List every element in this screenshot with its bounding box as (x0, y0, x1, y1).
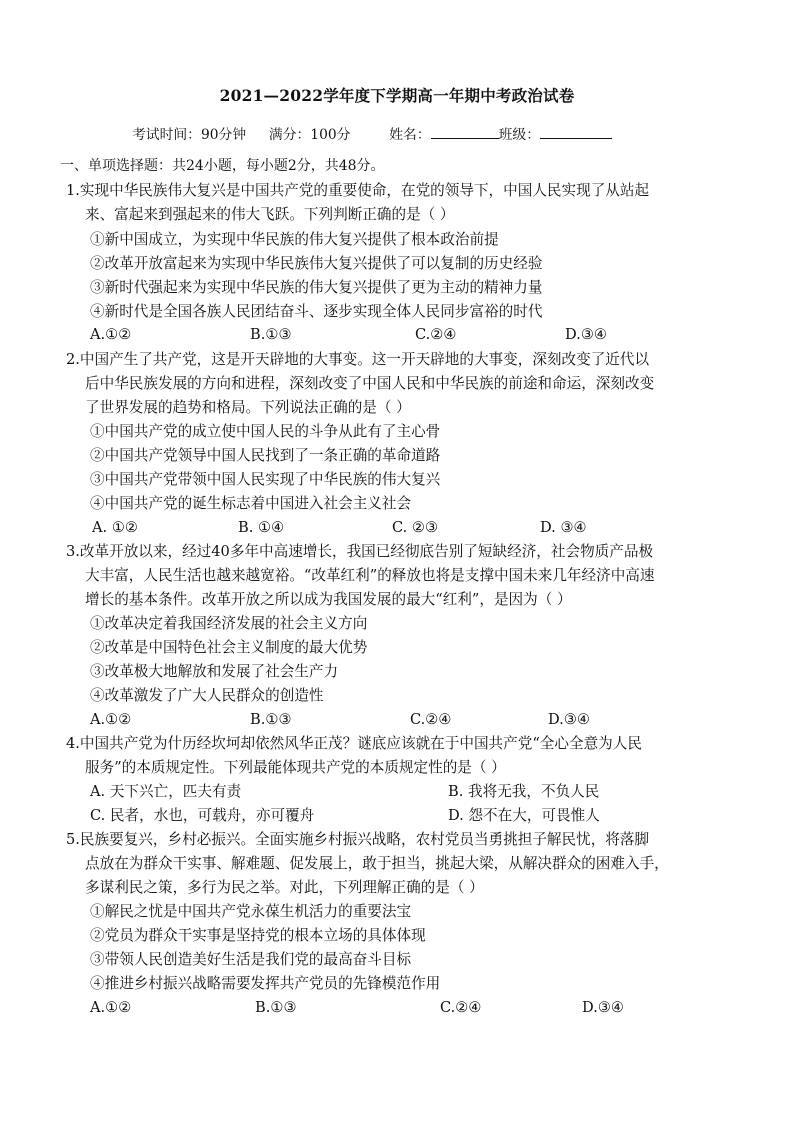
question-3-stem-line: 3.改革开放以来，经过40多年中高速增长，我国已经彻底告别了短缺经济，社会物质产品极 (66, 543, 654, 560)
question-4-answer-b[interactable]: B. 我将无我，不负人民 (448, 783, 600, 800)
question-2-answer-b[interactable]: B. ①④ (238, 519, 285, 536)
question-3-answer-c[interactable]: C.②④ (410, 711, 452, 728)
question-1-stem-line: 1.实现中华民族伟大复兴是中国共产党的重要使命，在党的领导下，中国人民实现了从站起 (66, 182, 650, 199)
question-4-stem-line: 4.中国共产党为什历经坎坷却依然风华正茂？谜底应该就在于中国共产党“全心全意为人民 (66, 735, 642, 752)
question-3-statement: ④改革激发了广大人民群众的创造性 (90, 687, 324, 704)
question-2-stem-line: 后中华民族发展的方向和进程，深刻改变了中国人民和中华民族的前途和命运，深刻改变 (85, 375, 655, 392)
question-3-stem-line: 大丰富，人民生活也越来越宽裕。“改革红利”的释放也将是支撑中国未来几年经济中高速 (85, 567, 655, 584)
question-5-answer-a[interactable]: A.①② (90, 999, 132, 1016)
class-blank[interactable] (540, 124, 612, 139)
question-3-statement: ①改革决定着我国经济发展的社会主义方向 (90, 615, 368, 632)
question-5-stem-line: 点放在为群众干实事、解难题、促发展上，敢于担当，挑起大梁，从解决群众的困难入手， (85, 855, 669, 872)
exam-info-line (132, 123, 612, 143)
question-3-answer-a[interactable]: A.①② (90, 711, 132, 728)
question-4-answer-d[interactable]: D. 怨不在大，可畏惟人 (448, 807, 600, 824)
question-2-answer-a[interactable]: A. ①② (92, 519, 138, 536)
question-5-statement: ③带领人民创造美好生活是我们党的最高奋斗目标 (90, 951, 412, 968)
section-heading: 一、单项选择题：共24小题，每小题2分，共48分。 (60, 158, 385, 174)
name-label: 姓名： (389, 127, 431, 143)
question-4-stem-line: 服务”的本质规定性。下列最能体现共产党的本质规定性的是（ ） (85, 759, 506, 776)
question-1-answer-d[interactable]: D.③④ (565, 326, 607, 343)
question-2-statement: ①中国共产党的成立使中国人民的斗争从此有了主心骨 (90, 423, 441, 440)
question-1-answer-c[interactable]: C.②④ (415, 326, 457, 343)
question-2-statement: ④中国共产党的诞生标志着中国进入社会主义社会 (90, 495, 412, 512)
name-blank[interactable] (431, 124, 499, 139)
question-1-answer-b[interactable]: B.①③ (250, 326, 292, 343)
question-2-statement: ③中国共产党带领中国人民实现了中华民族的伟大复兴 (90, 471, 441, 488)
question-1-statement: ①新中国成立，为实现中华民族的伟大复兴提供了根本政治前提 (90, 231, 499, 248)
question-5-answer-b[interactable]: B.①③ (255, 999, 297, 1016)
question-3-statement: ②改革是中国特色社会主义制度的最大优势 (90, 639, 368, 656)
question-5-statement: ②党员为群众干实事是坚持党的根本立场的具体体现 (90, 927, 426, 944)
question-2-stem-line: 了世界发展的趋势和格局。下列说法正确的是（ ） (85, 399, 411, 416)
question-5-answer-d[interactable]: D.③④ (582, 999, 624, 1016)
question-5-stem-line: 5.民族要复兴，乡村必振兴。全面实施乡村振兴战略，农村党员当勇挑担子解民忧，将落脚 (66, 831, 650, 848)
exam-time: 考试时间：90分钟 (132, 127, 247, 143)
exam-title: 2021—2022学年度下学期高一年期中考政治试卷 (219, 86, 575, 105)
question-3-answer-b[interactable]: B.①③ (250, 711, 292, 728)
question-4-answer-c[interactable]: C. 民者，水也，可载舟，亦可覆舟 (90, 807, 315, 824)
question-3-statement: ③改革极大地解放和发展了社会生产力 (90, 663, 339, 680)
question-5-stem-line: 多谋利民之策，多行为民之举。对此，下列理解正确的是（ ） (85, 879, 484, 896)
question-2-stem-line: 2.中国产生了共产党，这是开天辟地的大事变。这一开天辟地的大事变，深刻改变了近代以 (66, 351, 650, 368)
question-2-answer-c[interactable]: C. ②③ (392, 519, 439, 536)
question-5-statement: ④推进乡村振兴战略需要发挥共产党员的先锋模范作用 (90, 975, 441, 992)
question-1-stem-line: 来、富起来到强起来的伟大飞跃。下列判断正确的是（ ） (85, 206, 455, 223)
question-2-statement: ②中国共产党领导中国人民找到了一条正确的革命道路 (90, 447, 441, 464)
question-1-answer-a[interactable]: A.①② (90, 326, 132, 343)
question-1-statement: ④新时代是全国各族人民团结奋斗、逐步实现全体人民同步富裕的时代 (90, 303, 543, 320)
question-4-answer-a[interactable]: A. 天下兴亡，匹夫有责 (90, 783, 242, 800)
question-2-answer-d[interactable]: D. ③④ (540, 519, 587, 536)
exam-full-score: 满分：100分 (268, 127, 351, 143)
question-1-statement: ③新时代强起来为实现中华民族的伟大复兴提供了更为主动的精神力量 (90, 279, 543, 296)
question-3-stem-line: 增长的基本条件。改革开放之所以成为我国发展的最大“红利”，是因为（ ） (85, 591, 572, 608)
question-3-answer-d[interactable]: D.③④ (548, 711, 590, 728)
question-5-statement: ①解民之忧是中国共产党永葆生机活力的重要法宝 (90, 903, 412, 920)
question-1-statement: ②改革开放富起来为实现中华民族伟大复兴提供了可以复制的历史经验 (90, 255, 543, 272)
question-5-answer-c[interactable]: C.②④ (440, 999, 482, 1016)
class-label: 班级： (498, 127, 541, 143)
